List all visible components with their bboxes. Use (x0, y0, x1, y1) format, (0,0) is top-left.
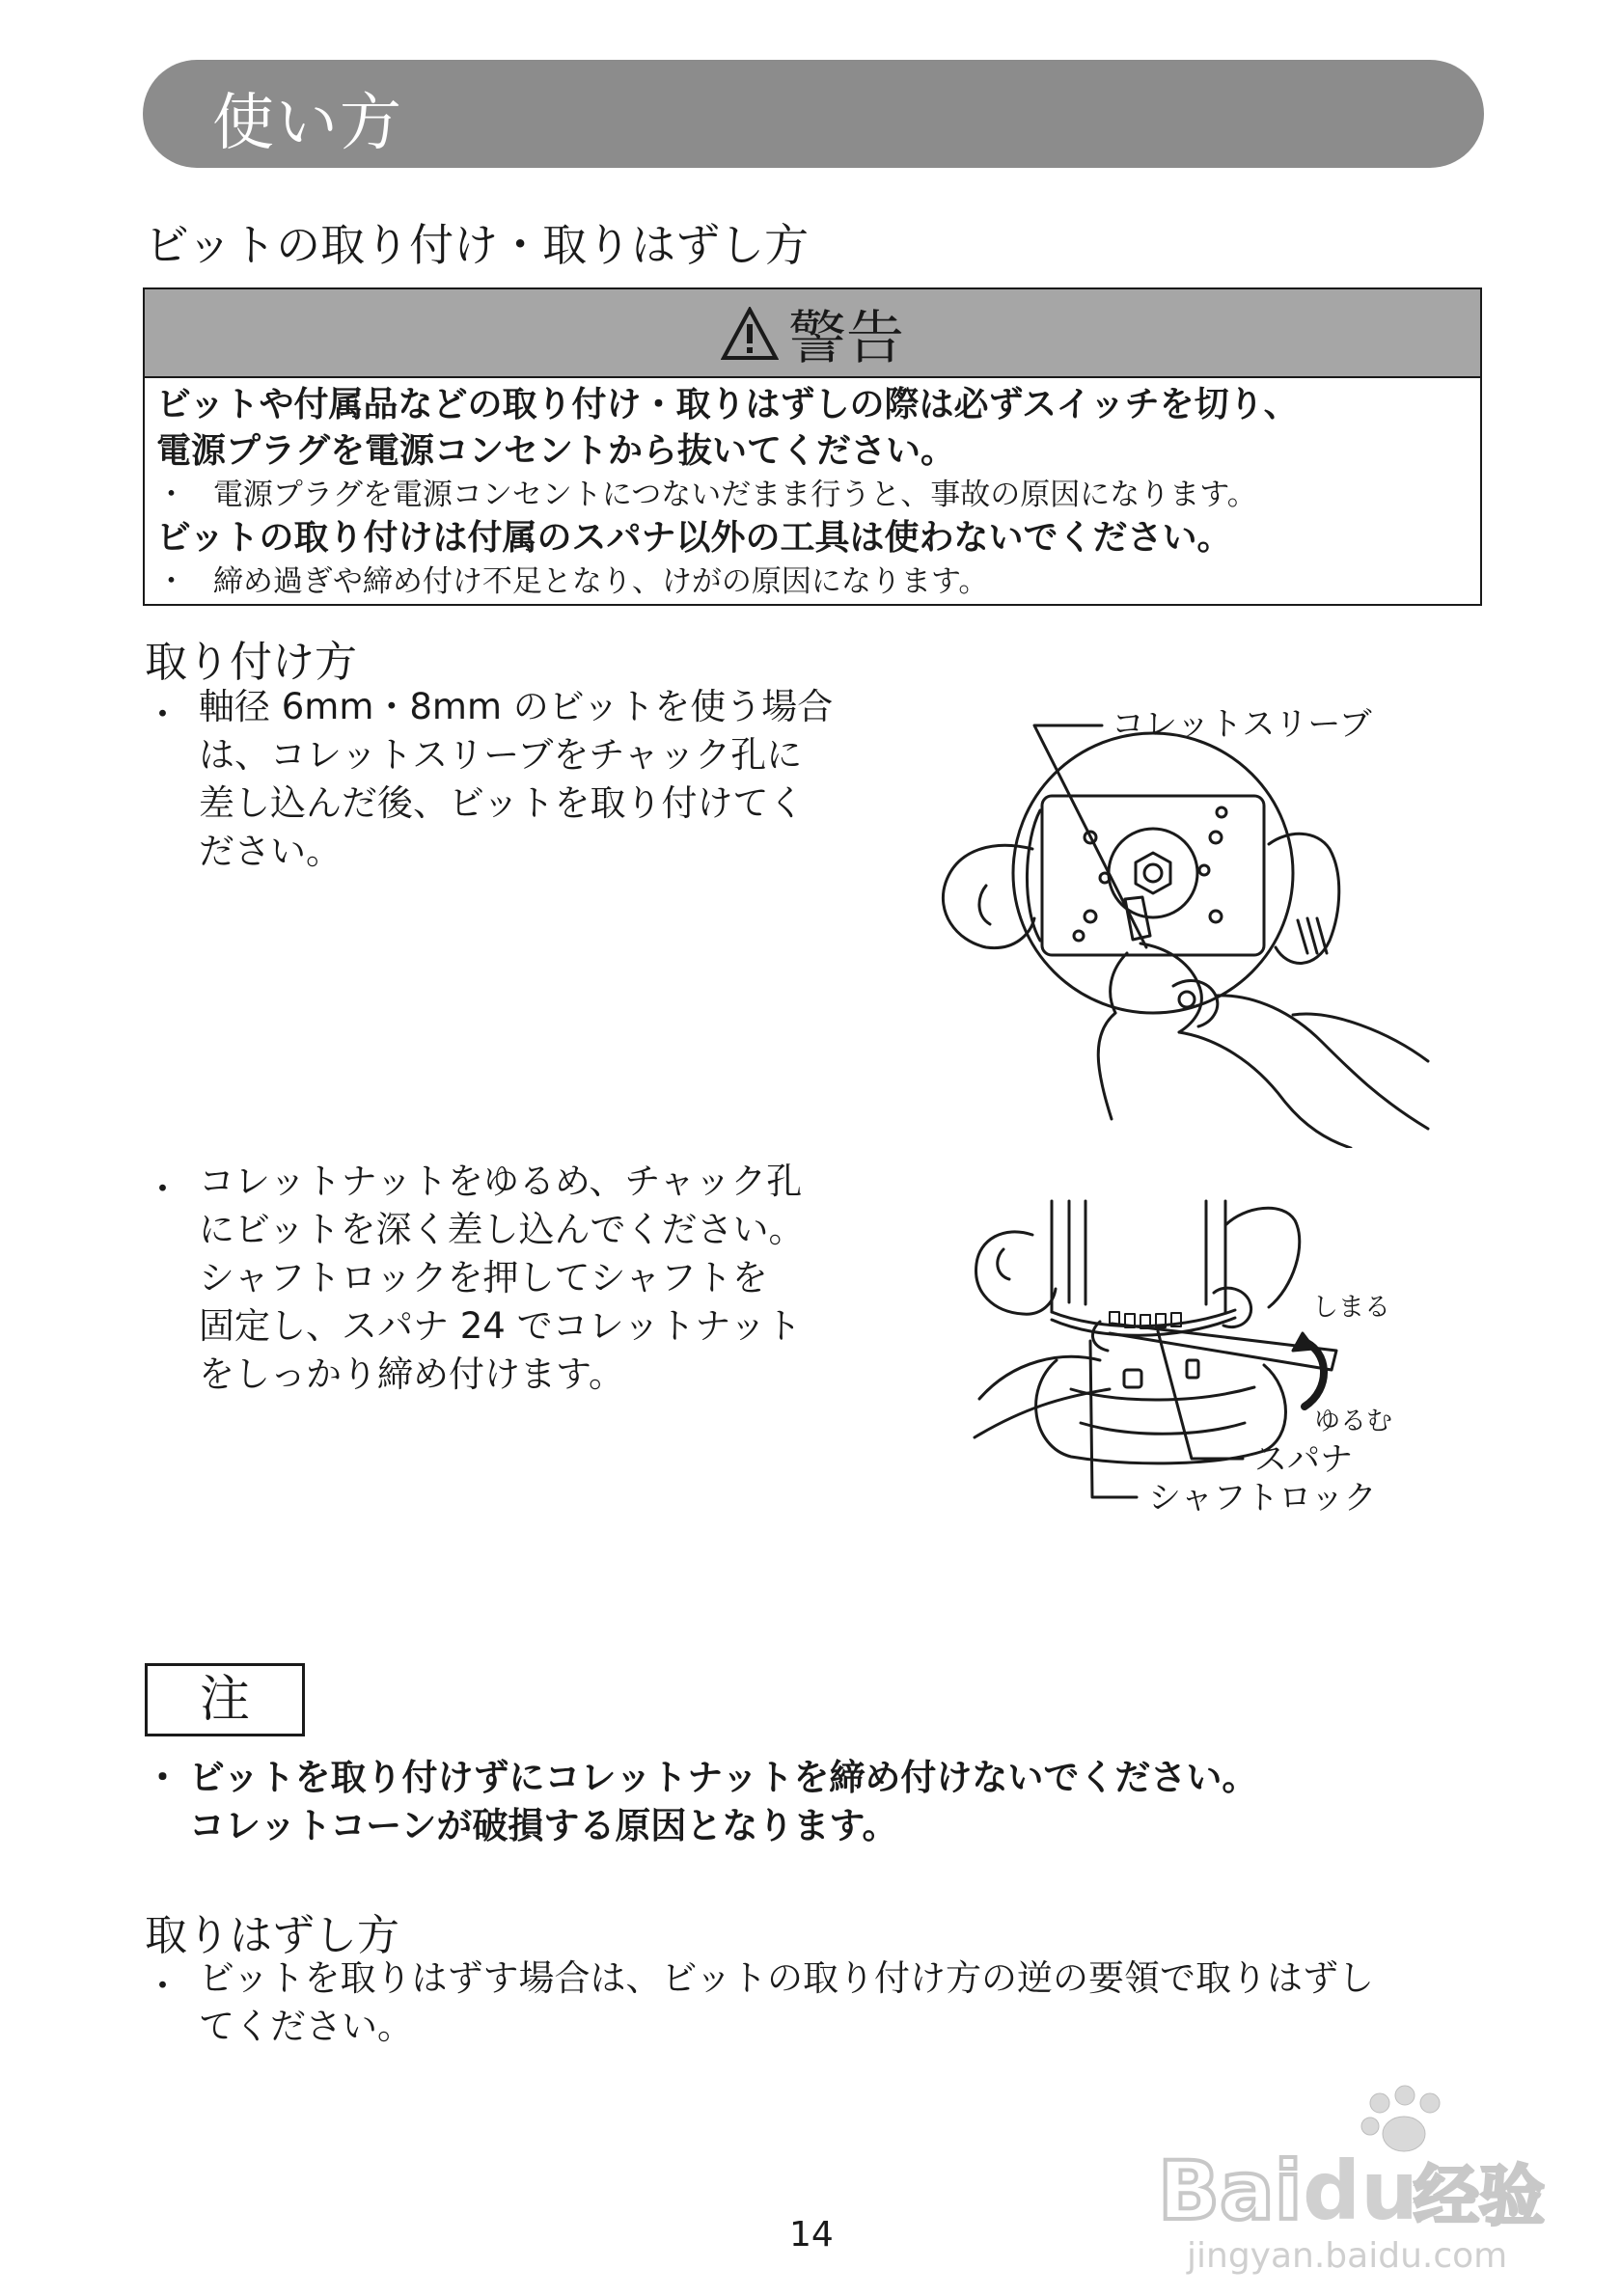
warning-line: ビットの取り付けは付属のスパナ以外の工具は使わないでください。 (156, 518, 1232, 558)
warning-line: 電源プラグを電源コンセントから抜いてください。 (156, 431, 956, 471)
bullet-mark: ・ (145, 1757, 180, 1798)
install-bullet-1: 軸径 6mm・8mm のビットを使う場合 は、コレットスリーブをチャック孔に 差し込んだ後、ビットを取り付けてく ださい。 (199, 686, 834, 872)
bullet-mark: ・ (145, 1168, 180, 1210)
page-number: 14 (789, 2215, 834, 2255)
collet-sleeve-figure (926, 695, 1467, 1148)
bullet-mark: ・ (156, 564, 186, 599)
spanner-label: スパナ (1254, 1440, 1353, 1479)
watermark-url: jingyan.baidu.com (1187, 2236, 1508, 2276)
collet-sleeve-label: コレットスリーブ (1112, 705, 1372, 744)
section-header (143, 60, 1484, 168)
page-subtitle: ビットの取り付け・取りはずし方 (145, 219, 810, 271)
note-line-1: ビットを取り付けずにコレットナットを締め付けないでください。 (189, 1757, 1258, 1798)
warning-line: ビットや付属品などの取り付け・取りはずしの際は必ずスイッチを切り、 (156, 385, 1299, 424)
section-title: 使い方 (212, 88, 403, 159)
note-heading-box (145, 1663, 305, 1736)
removal-heading: 取りはずし方 (145, 1911, 399, 1960)
tighten-label: しまる (1312, 1293, 1390, 1323)
removal-text: ビットを取りはずす場合は、ビットの取り付け方の逆の要領で取りはずし てください。 (199, 1957, 1375, 2047)
watermark-du: du (1303, 2144, 1418, 2238)
note-heading: 注 (199, 1671, 250, 1729)
install-bullet-2: コレットナットをゆるめ、チャック孔 にビットを深く差し込んでください。 シャフトロックを押してシャフトを 固定し、スパナ 24 でコレットナット をしっかり締め付けます。 (199, 1161, 805, 1395)
install-heading: 取り付け方 (145, 638, 357, 687)
watermark-brand: Bai (1158, 2144, 1303, 2238)
warning-box (143, 287, 1482, 606)
warning-note (156, 475, 1469, 515)
baidu-watermark-logo (1158, 2084, 1563, 2277)
warning-header (145, 289, 1480, 378)
shaft-lock-label: シャフトロック (1148, 1479, 1377, 1517)
spanner-figure (965, 1196, 1467, 1601)
warning-triangle-icon (721, 307, 779, 361)
note-line-2: コレットコーンが破損する原因となります。 (189, 1805, 898, 1846)
warning-heading: 警告 (788, 305, 904, 372)
warning-note-text: 電源プラグを電源コンセントにつないだまま行うと、事故の原因になります。 (212, 478, 1257, 512)
warning-note-text: 締め過ぎや締め付け不足となり、けがの原因になります。 (212, 564, 989, 599)
bullet-mark: ・ (156, 478, 186, 512)
warning-note (156, 561, 1469, 602)
loosen-label: ゆるむ (1314, 1407, 1392, 1436)
bullet-mark: ・ (145, 694, 180, 735)
watermark-sub: 经验 (1414, 2159, 1546, 2235)
bullet-mark: ・ (145, 1965, 180, 2007)
